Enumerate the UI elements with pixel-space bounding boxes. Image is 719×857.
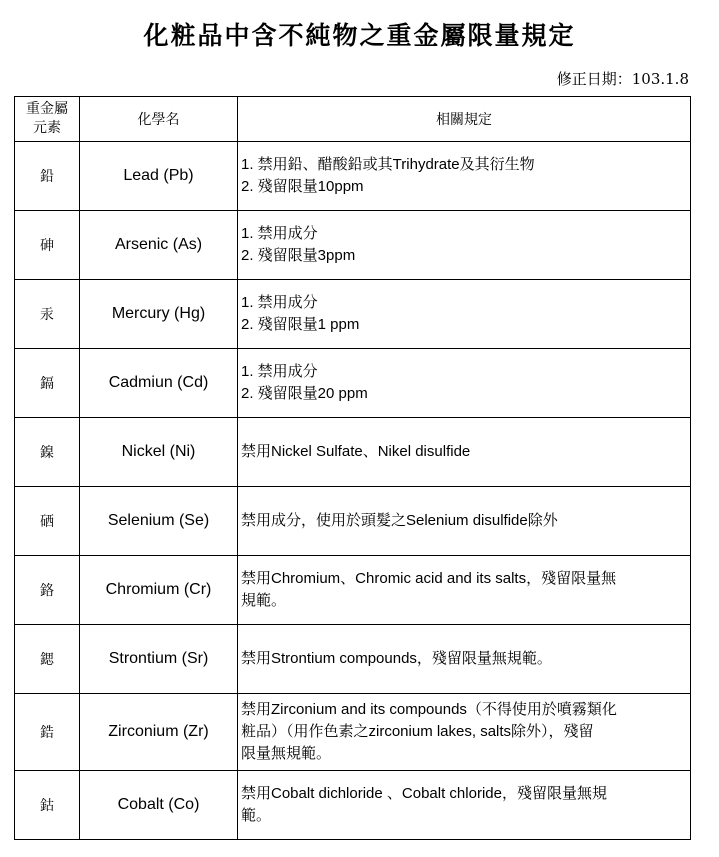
regulation-line: 2. 殘留限量1 ppm <box>241 316 360 333</box>
regulation-cell <box>238 556 691 625</box>
element-symbol-cell: 鉛 <box>15 142 80 211</box>
regulation-cell <box>238 280 691 349</box>
regulation-line: 範。 <box>241 807 272 824</box>
page-title: 化粧品中含不純物之重金屬限量規定 <box>143 21 576 50</box>
table-row <box>15 418 691 487</box>
element-symbol-cell: 鎘 <box>15 349 80 418</box>
regulation-line: 粧品）（用作色素之zirconium lakes, salts除外），殘留 <box>241 723 594 740</box>
element-symbol-cell: 鍶 <box>15 625 80 694</box>
table-row <box>15 142 691 211</box>
regulation-line: 2. 殘留限量3ppm <box>241 247 356 264</box>
chemical-name-cell: Chromium (Cr) <box>80 556 238 625</box>
table-row <box>15 280 691 349</box>
regulation-cell <box>238 771 691 840</box>
regulation-line: 2. 殘留限量10ppm <box>241 178 364 195</box>
element-symbol-cell: 鋯 <box>15 694 80 771</box>
table-row <box>15 771 691 840</box>
regulation-cell <box>238 694 691 771</box>
regulation-line: 禁用Chromium、Chromic acid and its salts，殘留限量無 <box>241 570 617 587</box>
heavy-metal-table <box>14 96 691 840</box>
chemical-name-cell: Strontium (Sr) <box>80 625 238 694</box>
chemical-name-cell: Zirconium (Zr) <box>80 694 238 771</box>
regulation-line: 限量無規範。 <box>241 745 332 762</box>
regulation-line: 1. 禁用成分 <box>241 225 318 242</box>
header-element <box>15 97 80 142</box>
table-row <box>15 349 691 418</box>
regulation-line: 1. 禁用成分 <box>241 294 318 311</box>
chemical-name-cell: Mercury (Hg) <box>80 280 238 349</box>
regulation-cell <box>238 142 691 211</box>
table-row <box>15 211 691 280</box>
element-symbol-cell: 鉻 <box>15 556 80 625</box>
regulation-line: 1. 禁用鉛、醋酸鉛或其Trihydrate及其衍生物 <box>241 156 535 173</box>
regulation-line: 1. 禁用成分 <box>241 363 318 380</box>
table-row <box>15 487 691 556</box>
regulation-cell <box>238 625 691 694</box>
regulation-line: 禁用Cobalt dichloride 、Cobalt chloride，殘留限量無規 <box>241 785 607 802</box>
chemical-name-cell: Arsenic (As) <box>80 211 238 280</box>
element-symbol-cell: 砷 <box>15 211 80 280</box>
header-chemical-name: 化學名 <box>80 97 238 142</box>
regulation-cell <box>238 487 691 556</box>
chemical-name-cell: Selenium (Se) <box>80 487 238 556</box>
regulation-line: 禁用Strontium compounds，殘留限量無規範。 <box>241 650 552 667</box>
chemical-name-cell: Lead (Pb) <box>80 142 238 211</box>
table-row <box>15 694 691 771</box>
table-row <box>15 625 691 694</box>
revision-date: 修正日期：103.1.8 <box>556 70 689 88</box>
regulation-line: 禁用成分，使用於頭髮之Selenium disulfide除外 <box>241 512 558 529</box>
regulation-cell <box>238 211 691 280</box>
chemical-name-cell: Nickel (Ni) <box>80 418 238 487</box>
regulation-line: 禁用Nickel Sulfate、Nikel disulfide <box>241 443 471 460</box>
regulation-cell <box>238 349 691 418</box>
element-symbol-cell: 汞 <box>15 280 80 349</box>
chemical-name-cell: Cobalt (Co) <box>80 771 238 840</box>
table-header-row <box>15 97 691 142</box>
regulation-line: 禁用Zirconium and its compounds（不得使用於噴霧類化 <box>241 701 617 718</box>
regulation-cell <box>238 418 691 487</box>
element-symbol-cell: 鎳 <box>15 418 80 487</box>
element-symbol-cell: 鈷 <box>15 771 80 840</box>
table-row <box>15 556 691 625</box>
header-regulation: 相關規定 <box>238 97 691 142</box>
regulation-line: 規範。 <box>241 592 287 609</box>
header-element-line2: 元素 <box>33 120 61 136</box>
regulation-line: 2. 殘留限量20 ppm <box>241 385 368 402</box>
header-element-line1: 重金屬 <box>26 101 68 117</box>
element-symbol-cell: 硒 <box>15 487 80 556</box>
chemical-name-cell: Cadmiun (Cd) <box>80 349 238 418</box>
